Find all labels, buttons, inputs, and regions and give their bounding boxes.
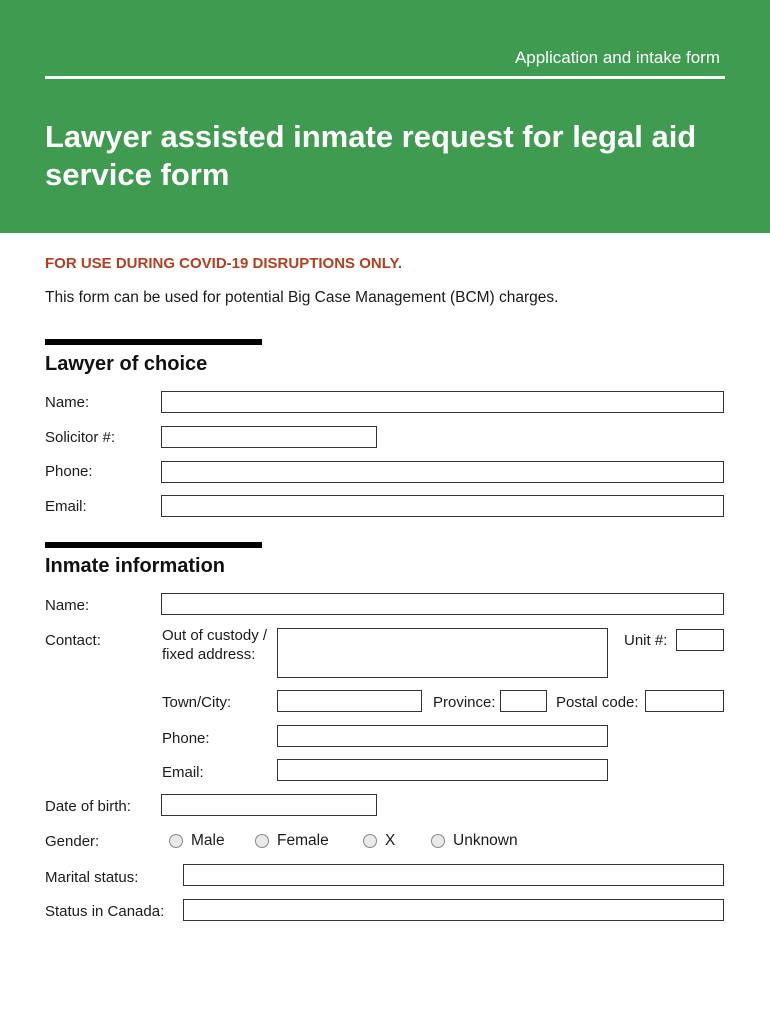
gender-option-label: Female [277,832,329,849]
radio-button-icon[interactable] [363,834,377,848]
unit-number-label: Unit #: [624,632,668,649]
gender-option-label: X [385,832,396,849]
date-of-birth-label: Date of birth: [45,798,131,815]
section-heading-inmate: Inmate information [45,555,226,577]
marital-status-field[interactable] [183,864,724,886]
inmate-phone-label: Phone: [162,730,210,747]
gender-option-unknown[interactable] [431,831,518,851]
gender-option-male[interactable] [169,831,225,851]
covid-notice: FOR USE DURING COVID-19 DISRUPTIONS ONLY. [45,255,402,272]
gender-label: Gender: [45,833,100,850]
town-city-label: Town/City: [162,694,232,711]
province-label: Province: [433,694,496,711]
postal-code-label: Postal code: [556,694,639,711]
gender-option-x[interactable] [363,831,395,851]
town-city-field[interactable] [277,690,422,712]
solicitor-number-field[interactable] [161,426,377,448]
inmate-name-field[interactable] [161,593,724,615]
section-divider-lawyer [45,339,262,345]
inmate-phone-field[interactable] [277,725,608,747]
inmate-email-label: Email: [162,764,204,781]
lawyer-name-field[interactable] [161,391,724,413]
solicitor-number-label: Solicitor #: [45,429,116,446]
postal-code-field[interactable] [645,690,724,712]
lawyer-phone-field[interactable] [161,461,724,483]
lawyer-email-label: Email: [45,498,87,515]
section-divider-inmate [45,542,262,548]
gender-option-female[interactable] [255,831,329,851]
marital-status-label: Marital status: [45,869,139,886]
status-in-canada-field[interactable] [183,899,724,921]
contact-label: Contact: [45,632,101,649]
intro-text: This form can be used for potential Big Case Management (BCM) charges. [45,289,559,306]
radio-button-icon[interactable] [431,834,445,848]
gender-option-label: Male [191,832,225,849]
header-divider [45,76,725,79]
province-field[interactable] [500,690,547,712]
status-in-canada-label: Status in Canada: [45,903,165,920]
section-heading-lawyer: Lawyer of choice [45,353,208,375]
page-title: Lawyer assisted inmate request for legal aid service form [45,119,697,192]
lawyer-name-label: Name: [45,394,90,411]
inmate-email-field[interactable] [277,759,608,781]
address-field[interactable] [277,628,608,678]
header-banner [0,0,770,233]
lawyer-email-field[interactable] [161,495,724,517]
radio-button-icon[interactable] [255,834,269,848]
unit-number-field[interactable] [676,629,724,651]
gender-option-label: Unknown [453,832,518,849]
form-type-label: Application and intake form [514,48,720,67]
lawyer-phone-label: Phone: [45,463,93,480]
date-of-birth-field[interactable] [161,794,377,816]
address-label: Out of custody / fixed address: [162,627,268,663]
radio-button-icon[interactable] [169,834,183,848]
inmate-name-label: Name: [45,597,90,614]
